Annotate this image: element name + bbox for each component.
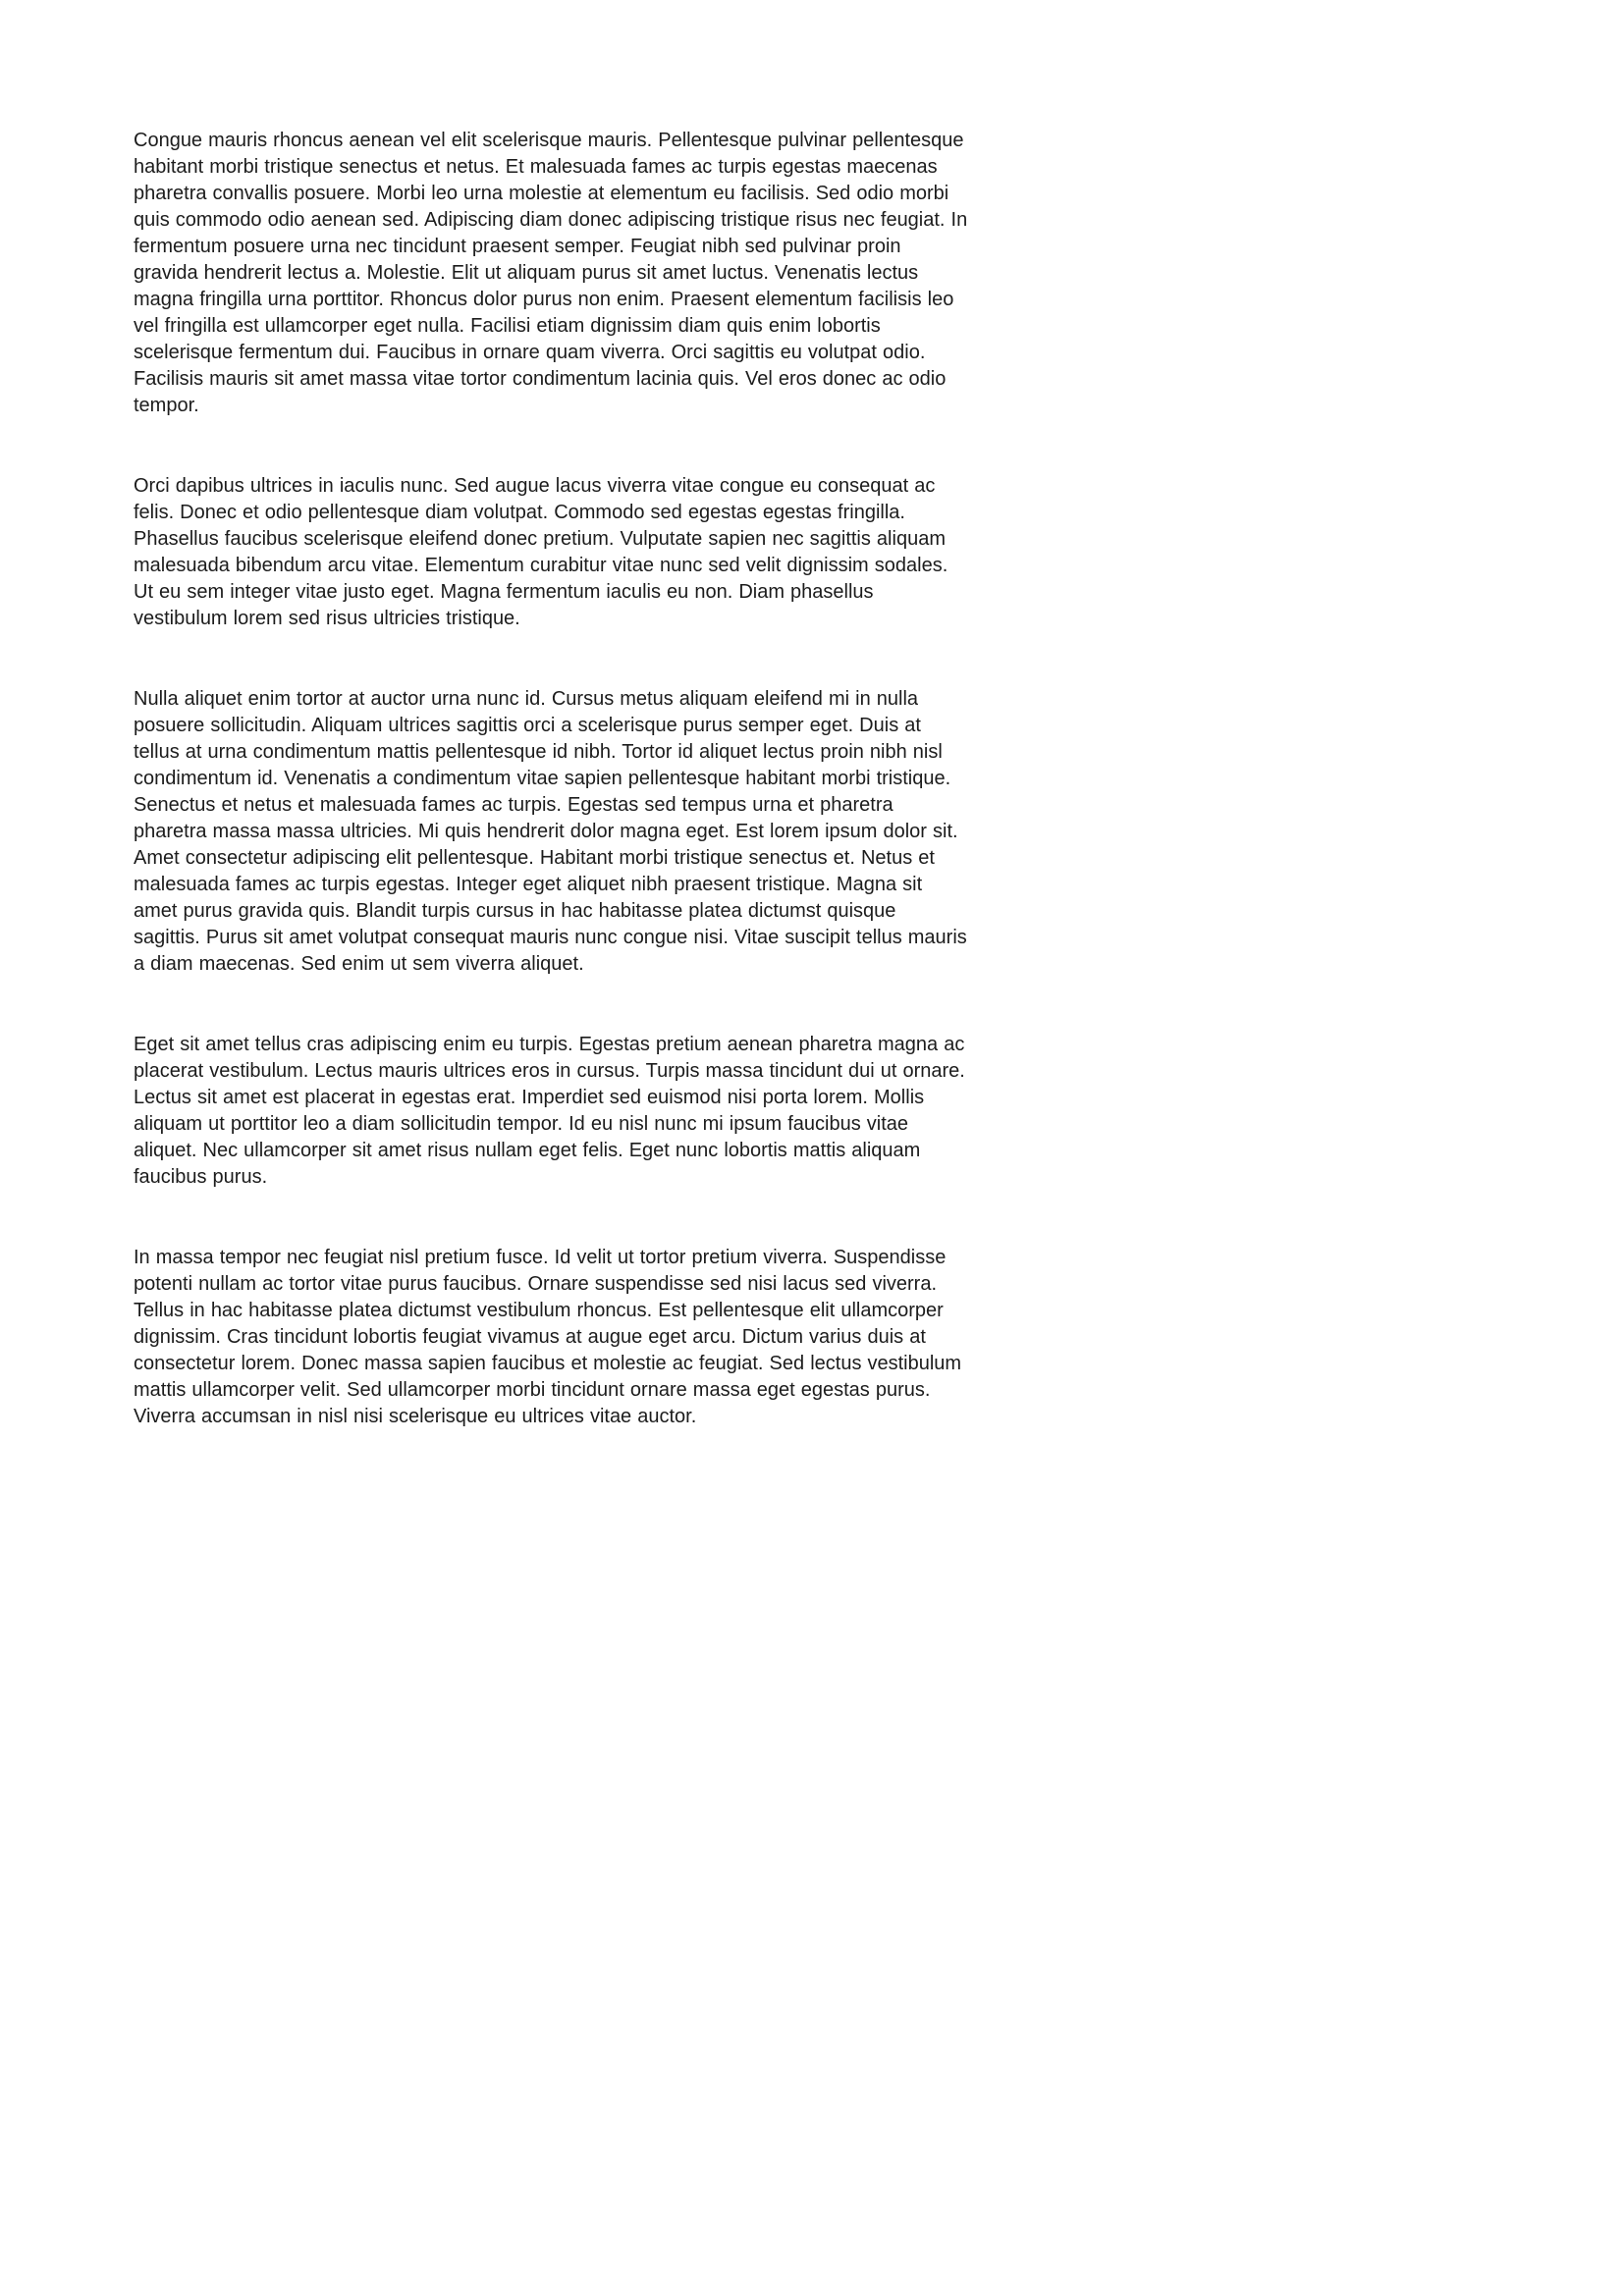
paragraph: Eget sit amet tellus cras adipiscing enim eu turpis. Egestas pretium aenean pharetra magna ac placerat vestibulum. Lectus mauris ultrices eros in cursus. Turpis massa tincidunt dui ut ornare. Lectus sit amet est placerat in egestas erat. Imperdiet sed euismod nisi porta lorem. Mollis aliquam ut porttitor leo a diam sollicitudin tempor. Id eu nisl nunc mi ipsum faucibus vitae aliquet. Nec ullamcorper sit amet risus nullam eget felis. Eget nunc lobortis mattis aliquam faucibus purus. [134,1034,965,1188]
document-text-block [134,128,968,1484]
paragraph: In massa tempor nec feugiat nisl pretium fusce. Id velit ut tortor pretium viverra. Suspendisse potenti nullam ac tortor vitae purus faucibus. Ornare suspendisse sed nisi lacus sed viverra. Tellus in hac habitasse platea dictumst vestibulum rhoncus. Est pellentesque elit ullamcorper dignissim. Cras tincidunt lobortis feugiat vivamus at augue eget arcu. Dictum varius duis at consectetur lorem. Donec massa sapien faucibus et molestie ac feugiat. Sed lectus vestibulum mattis ullamcorper velit. Sed ullamcorper morbi tincidunt ornare massa eget egestas purus. Viverra accumsan in nisl nisi scelerisque eu ultrices vitae auctor. [134,1247,962,1427]
paragraph: Nulla aliquet enim tortor at auctor urna nunc id. Cursus metus aliquam eleifend mi in nulla posuere sollicitudin. Aliquam ultrices sagittis orci a scelerisque purus semper eget. Duis at tellus at urna condimentum mattis pellentesque id nibh. Tortor id aliquet lectus proin nibh nisl condimentum id. Venenatis a condimentum vitae sapien pellentesque habitant morbi tristique. Senectus et netus et malesuada fames ac turpis. Egestas sed tempus urna et pharetra pharetra massa massa ultricies. Mi quis hendrerit dolor magna eget. Est lorem ipsum dolor sit. Amet consectetur adipiscing elit pellentesque. Habitant morbi tristique senectus et. Netus et malesuada fames ac turpis egestas. Integer eget aliquet nibh praesent tristique. Magna sit amet purus gravida quis. Blandit turpis cursus in hac habitasse platea dictumst quisque sagittis. Purus sit amet volutpat consequat mauris nunc congue nisi. Vitae suscipit tellus mauris a diam maecenas. Sed enim ut sem viverra aliquet. [134,688,967,975]
paragraph: Orci dapibus ultrices in iaculis nunc. Sed augue lacus viverra vitae congue eu consequat ac felis. Donec et odio pellentesque diam volutpat. Commodo sed egestas egestas fringilla. Phasellus faucibus scelerisque eleifend donec pretium. Vulputate sapien nec sagittis aliquam malesuada bibendum arcu vitae. Elementum curabitur vitae nunc sed velit dignissim sodales. Ut eu sem integer vitae justo eget. Magna fermentum iaculis eu non. Diam phasellus vestibulum lorem sed risus ultricies tristique. [134,475,948,629]
paragraph: Congue mauris rhoncus aenean vel elit scelerisque mauris. Pellentesque pulvinar pellentesque habitant morbi tristique senectus et netus. Et malesuada fames ac turpis egestas maecenas pharetra convallis posuere. Morbi leo urna molestie at elementum eu facilisis. Sed odio morbi quis commodo odio aenean sed. Adipiscing diam donec adipiscing tristique risus nec feugiat. In fermentum posuere urna nec tincidunt praesent semper. Feugiat nibh sed pulvinar proin gravida hendrerit lectus a. Molestie. Elit ut aliquam purus sit amet luctus. Venenatis lectus magna fringilla urna porttitor. Rhoncus dolor purus non enim. Praesent elementum facilisis leo vel fringilla est ullamcorper eget nulla. Facilisi etiam dignissim diam quis enim lobortis scelerisque fermentum dui. Faucibus in ornare quam viverra. Orci sagittis eu volutpat odio. Facilisis mauris sit amet massa vitae tortor condimentum lacinia quis. Vel eros donec ac odio tempor. [134,130,968,416]
